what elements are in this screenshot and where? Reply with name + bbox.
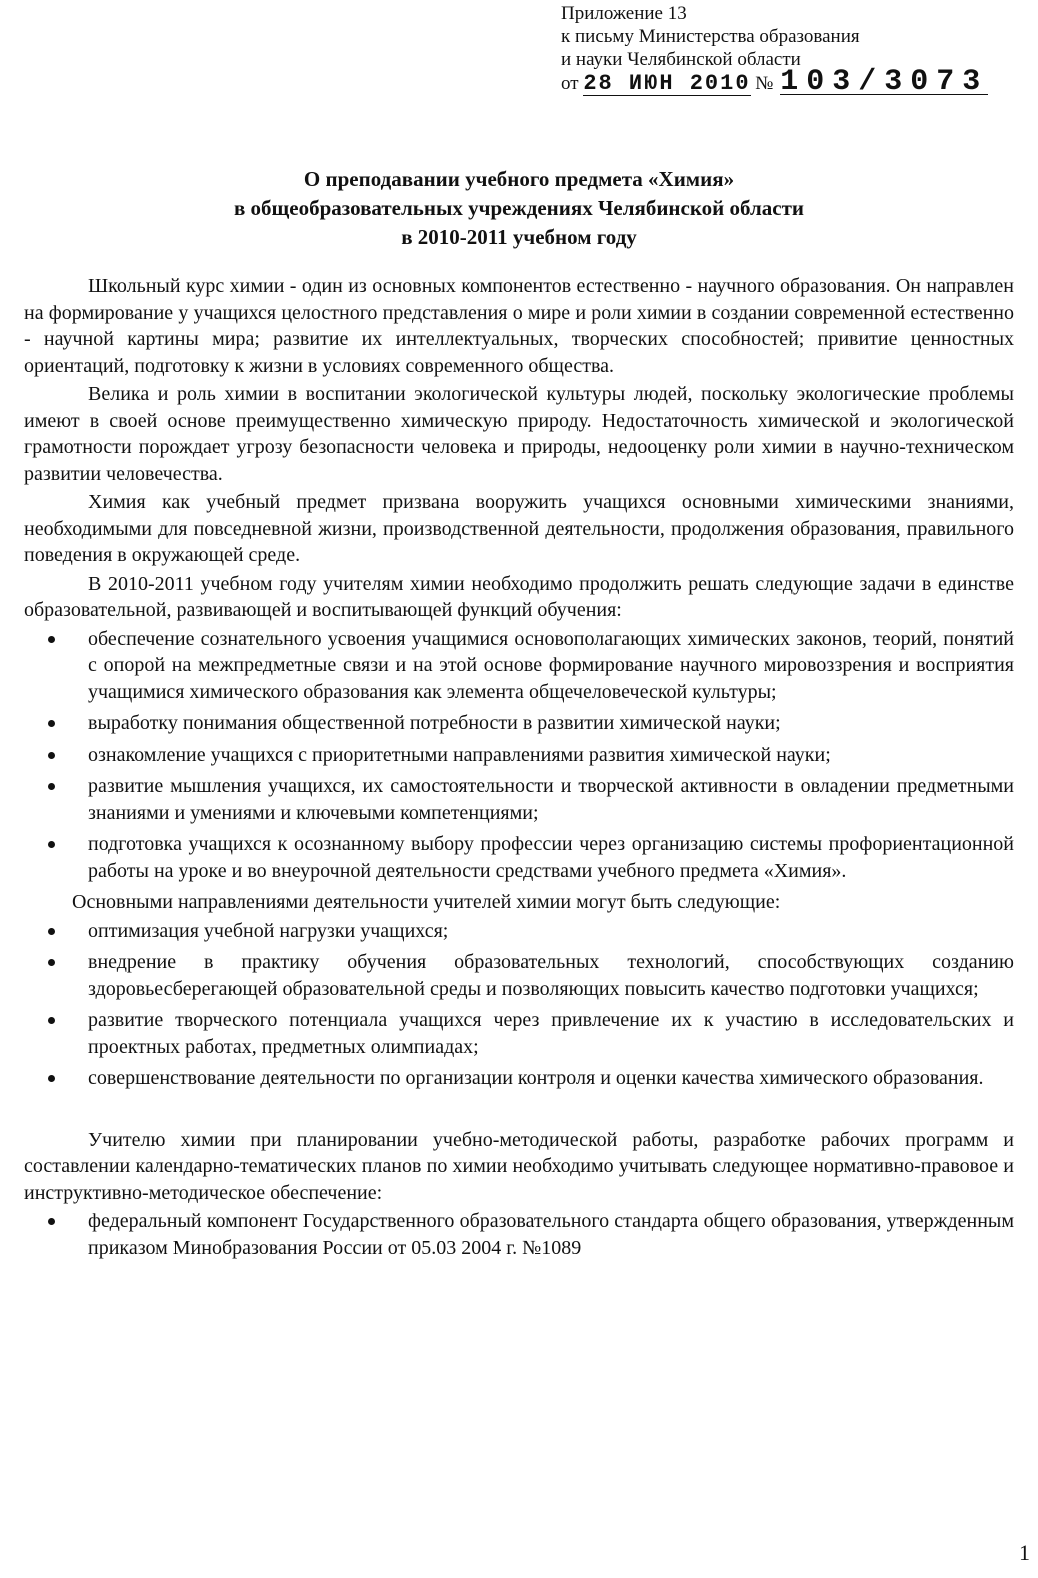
registration-number-stamp: 103/3073 <box>780 65 989 99</box>
list-item <box>24 742 1014 769</box>
list-item-text: внедрение в практику обучения образовательных технологий, способствующих созданию здоровьесберегающей образовательной среды и позволяющих повысить качество подготовки учащихся; <box>88 951 1014 1000</box>
list-item <box>24 626 1014 706</box>
bullet-icon <box>48 720 55 727</box>
list-item <box>24 1208 1014 1261</box>
attachment-header <box>561 2 988 101</box>
planning-intro: Учителю химии при планировании учебно-методической работы, разработке рабочих программ и составлении календарно-тематических планов по химии необходимо учитывать следующее нормативно-правовое и инструктивно-методическое обеспечение: <box>24 1128 1014 1204</box>
paragraph: В 2010-2011 учебном году учителям химии необходимо продолжить решать следующие задачи в единстве образовательной, развивающей и воспитывающей функций обучения: <box>24 572 1014 621</box>
attachment-line-2: к письму Министерства образования <box>561 26 860 47</box>
document-body <box>24 273 1014 1266</box>
directions-intro: Основными направлениями деятельности учителей химии могут быть следующие: <box>72 891 781 913</box>
paragraph: Химия как учебный предмет призвана вооружить учащихся основными химическими знаниями, необходимыми для повседневной жизни, производственной деятельности, продолжения образования, правильного поведения в окружающей среде. <box>24 491 1014 566</box>
list-item <box>24 918 1014 945</box>
bullet-icon <box>48 783 55 790</box>
list-item-text: оптимизация учебной нагрузки учащихся; <box>88 919 449 942</box>
list-item-text: федеральный компонент Государственного образовательного стандарта общего образования, утвержденным приказом Минобразования России от 05.03 2004 г. №1089 <box>88 1210 1014 1259</box>
bullet-icon <box>48 636 55 643</box>
list-item-text: развитие мышления учащихся, их самостоятельности и творческой активности в овладении предметными знаниями и умениями и ключевыми компетенциями; <box>88 775 1014 824</box>
list-item-text: ознакомление учащихся с приоритетными направлениями развития химической науки; <box>88 743 831 766</box>
list-item <box>24 773 1014 826</box>
bullet-icon <box>48 752 55 759</box>
list-item <box>24 831 1014 884</box>
registration-date-stamp: 28 ИЮН 2010 <box>583 71 751 96</box>
title-line-2: в общеобразовательных учреждениях Челябинской области <box>233 196 805 220</box>
bullet-icon <box>48 841 55 848</box>
list-item-text: обеспечение сознательного усвоения учащимися основополагающих химических законов, теорий, понятий с опорой на межпредметные связи и на этой основе формирование научного мировоззрения и восприятия учащимися химического образования как элемента общечеловеческой культуры; <box>88 627 1014 703</box>
paragraph: Школьный курс химии - один из основных компонентов естественно - научного образования. Он направлен на формирование у учащихся целостного представления о мире и роли химии в создании современной естественно - научной картины мира; развитие их интеллектуальных, творческих способностей; привитие ценностных ориентаций, подготовку к жизни в условиях современного общества. <box>24 275 1014 377</box>
tasks-list <box>24 626 1014 885</box>
section-gap <box>24 1097 1014 1127</box>
document-title <box>60 165 978 252</box>
list-item <box>24 1007 1014 1060</box>
title-line-1: О преподавании учебного предмета «Химия» <box>303 167 735 191</box>
registration-row <box>561 65 989 101</box>
list-item-text: совершенствование деятельности по организации контроля и оценки качества химического образования. <box>88 1067 984 1089</box>
number-sign: № <box>755 73 774 94</box>
list-item <box>24 949 1014 1002</box>
bullet-icon <box>48 1075 55 1082</box>
documents-list <box>24 1208 1014 1261</box>
bullet-icon <box>48 928 55 935</box>
attachment-line-1: Приложение 13 <box>561 3 687 24</box>
paragraph: Велика и роль химии в воспитании экологической культуры людей, поскольку экологические проблемы имеют в своей основе преимущественно химическую природу. Недостаточность химической и экологической грамотности порождает угрозу безопасности человека и природы, недооценку роли химии в научно-техническом развитии человечества. <box>24 383 1014 485</box>
directions-list <box>24 918 1014 1092</box>
list-item <box>24 710 1014 737</box>
title-line-3: в 2010-2011 учебном году <box>401 225 637 249</box>
list-item-text: выработку понимания общественной потребности в развитии химической науки; <box>88 712 781 734</box>
attachment-line-3: и науки Челябинской области <box>561 49 801 70</box>
page-number: 1 <box>1019 1540 1030 1565</box>
date-prefix: от <box>561 73 579 94</box>
list-item-text: подготовка учащихся к осознанному выбору профессии через организацию системы профориентационной работы на уроке и во внеурочной деятельности средствами учебного предмета «Химия». <box>88 833 1014 882</box>
bullet-icon <box>48 959 55 966</box>
list-item <box>24 1065 1014 1092</box>
list-item-text: развитие творческого потенциала учащихся через привлечение их к участию в исследовательских и проектных работах, предметных олимпиадах; <box>88 1009 1014 1058</box>
bullet-icon <box>48 1218 55 1225</box>
bullet-icon <box>48 1017 55 1024</box>
